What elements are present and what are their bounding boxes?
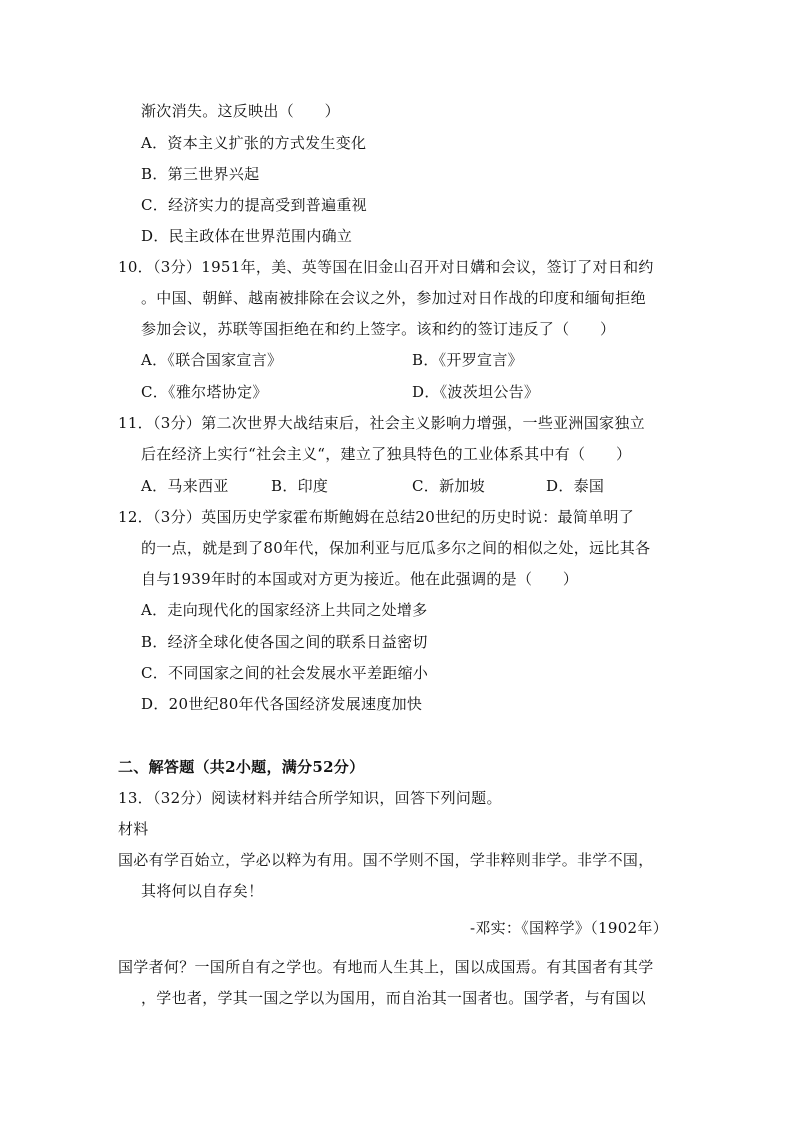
q13-material-2-line-1: 国学者何？一国所自有之学也。有地而人生其上，国以成国焉。有其国者有其学	[118, 958, 654, 976]
q12-stem-line-3: 自与1939年时的本国或对方更为接近。他在此强调的是（ ）	[141, 570, 579, 588]
section-2-heading: 二、解答题（共2小题，满分52分）	[118, 758, 365, 776]
q13-material-label: 材料	[118, 820, 149, 838]
q10-option-b: B．《开罗宣言》	[412, 351, 523, 369]
q12-option-d: D．20世纪80年代各国经济发展速度加快	[141, 695, 423, 713]
q10-stem-line-1: 10．（3分）1951年，美、英等国在旧金山召开对日媾和会议，签订了对日和约	[118, 258, 654, 276]
q10-stem-line-3: 参加会议，苏联等国拒绝在和约上签字。该和约的签订违反了（ ）	[141, 320, 616, 338]
q13-material-2-line-2: ，学也者，学其一国之学以为国用，而自治其一国者也。国学者，与有国以	[141, 989, 646, 1007]
q10-option-c: C．《雅尔塔协定》	[141, 383, 268, 401]
q10-option-d: D．《波茨坦公告》	[412, 383, 540, 401]
q11-option-c: C．新加坡	[412, 477, 485, 495]
q11-option-d: D．泰国	[546, 477, 605, 495]
q9-option-b: B．第三世界兴起	[141, 165, 260, 183]
q10-stem-line-2: 。中国、朝鲜、越南被排除在会议之外，参加过对日作战的印度和缅甸拒绝	[141, 289, 646, 307]
q13-source-1: -邓实：《国粹学》（1902年）	[469, 919, 668, 937]
q9-option-a: A．资本主义扩张的方式发生变化	[141, 134, 367, 152]
q11-stem-line-1: 11．（3分）第二次世界大战结束后，社会主义影响力增强，一些亚洲国家独立	[118, 414, 645, 432]
q12-stem-line-1: 12．（3分）英国历史学家霍布斯鲍姆在总结20世纪的历史时说：最简单明了	[118, 508, 635, 526]
q11-stem-line-2: 后在经济上实行“社会主义“，建立了独具特色的工业体系其中有（ ）	[141, 445, 632, 463]
q12-option-a: A．走向现代化的国家经济上共同之处增多	[141, 601, 428, 619]
q9-option-c: C．经济实力的提高受到普遍重视	[141, 196, 367, 214]
q11-option-a: A．马来西亚	[141, 477, 229, 495]
q13-intro: 13．（32分）阅读材料并结合所学知识，回答下列问题。	[118, 789, 502, 807]
q13-material-1-line-1: 国必有学百始立，学必以粹为有用。国不学则不国，学非粹则非学。非学不国，	[118, 851, 654, 869]
q9-continuation: 渐次消失。这反映出（ ）	[141, 102, 340, 120]
q12-stem-line-2: 的一点，就是到了80年代，保加利亚与厄瓜多尔之间的相似之处，远比其各	[141, 539, 651, 557]
q11-option-b: B．印度	[271, 477, 329, 495]
q10-option-a: A．《联合国家宣言》	[141, 351, 283, 369]
q13-material-1-line-2: 其将何以自存矣！	[141, 882, 264, 900]
q9-option-d: D．民主政体在世界范围内确立	[141, 227, 353, 245]
q12-option-b: B．经济全球化使各国之间的联系日益密切	[141, 633, 428, 651]
q12-option-c: C．不同国家之间的社会发展水平差距缩小	[141, 664, 429, 682]
